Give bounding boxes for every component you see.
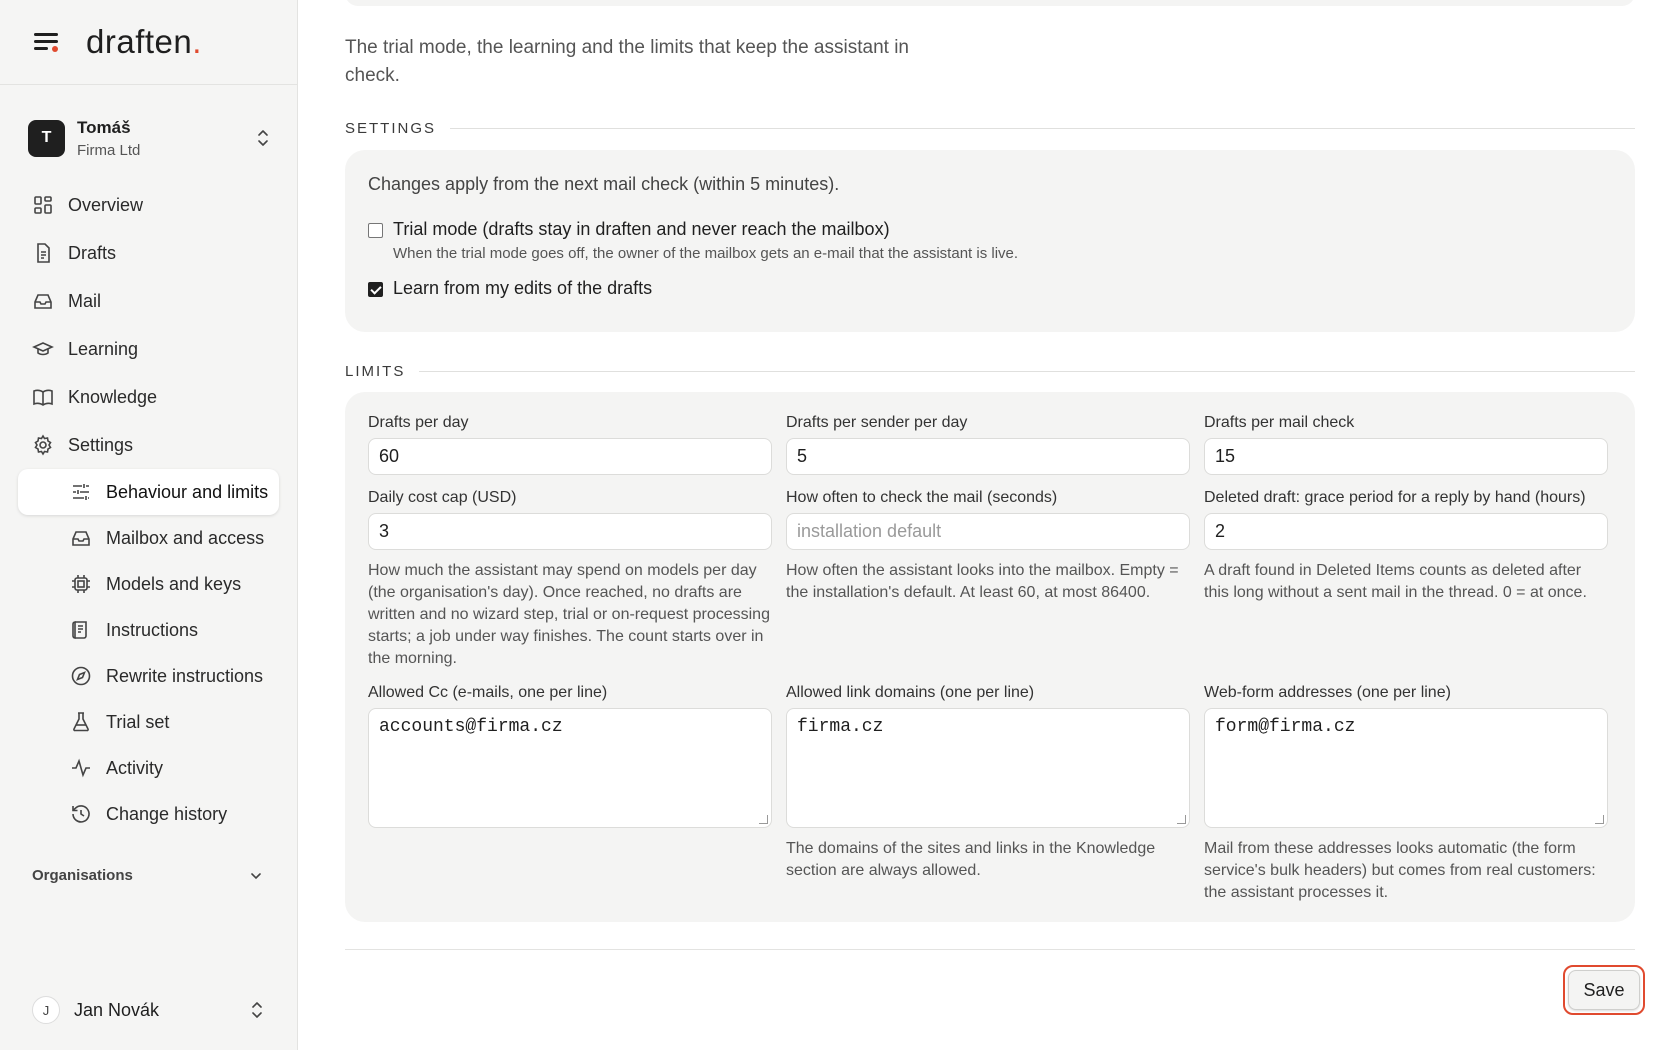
main-content: [345, 0, 1635, 1050]
subnav-label: Instructions: [106, 619, 199, 640]
drafts-per-day-input[interactable]: 60: [368, 438, 772, 475]
chip-icon: [70, 573, 92, 595]
scroll-icon: [70, 619, 92, 641]
user-avatar: J: [32, 996, 60, 1024]
settings-note: Changes apply from the next mail check (within 5 minutes).: [368, 174, 840, 194]
learn-checkbox[interactable]: [368, 282, 383, 297]
field-help: A draft found in Deleted Items counts as deleted after this long without a sent mail in the thread. 0 = at once.: [1204, 562, 1587, 601]
field-label: Drafts per day: [368, 414, 469, 431]
field-allowed-domains: [786, 684, 1190, 904]
subnav-label: Mailbox and access: [106, 527, 265, 548]
sidebar: [0, 0, 298, 1050]
subnav-mailbox-and-access[interactable]: [18, 515, 279, 561]
save-focus-ring: [1563, 965, 1645, 1015]
trial-mode-help: When the trial mode goes off, the owner of the mailbox gets an e-mail that the assistant is live.: [393, 245, 1019, 262]
subnav-label: Activity: [106, 757, 164, 778]
subnav-rewrite-instructions[interactable]: [18, 653, 279, 699]
account-switcher[interactable]: [0, 107, 297, 169]
save-button[interactable]: Save: [1568, 970, 1640, 1010]
field-webform-addresses: [1204, 684, 1608, 904]
field-label: Allowed Cc (e-mails, one per line): [368, 684, 608, 701]
field-daily-cost-cap: [368, 489, 772, 670]
subnav-change-history[interactable]: [18, 791, 279, 837]
brand-bar: [0, 0, 297, 85]
inbox-icon: [70, 527, 92, 549]
nav-item-mail[interactable]: [0, 277, 297, 325]
trial-mode-row: [368, 219, 1612, 262]
field-drafts-per-check: [1204, 414, 1608, 475]
subnav-label: Models and keys: [106, 573, 242, 594]
subnav-activity[interactable]: [18, 745, 279, 791]
field-label: Deleted draft: grace period for a reply by hand (hours): [1204, 489, 1586, 506]
main-nav: [0, 181, 297, 837]
nav-label: Settings: [68, 434, 134, 455]
field-check-interval: [786, 489, 1190, 670]
nav-item-knowledge[interactable]: [0, 373, 297, 421]
field-drafts-per-sender: [786, 414, 1190, 475]
logo: draften.: [86, 23, 202, 60]
chevron-up-down-icon: [255, 128, 271, 148]
graduation-cap-icon: [32, 338, 54, 360]
field-help: Mail from these addresses looks automatic (the form service's bulk headers) but comes from real customers: the assistant processes it.: [1204, 840, 1596, 901]
nav-item-settings[interactable]: [0, 421, 297, 469]
document-icon: [32, 242, 54, 264]
subnav-trial-set[interactable]: [18, 699, 279, 745]
allowed-cc-textarea[interactable]: accounts@firma.cz: [368, 708, 772, 828]
learn-label: Learn from my edits of the drafts: [393, 278, 653, 298]
field-label: Web-form addresses (one per line): [1204, 684, 1451, 701]
chevron-up-down-icon: [249, 1000, 265, 1020]
settings-heading: SETTINGS: [345, 120, 1635, 137]
field-label: How often to check the mail (seconds): [786, 489, 1058, 506]
menu-icon[interactable]: [32, 30, 60, 54]
account-org: Firma Ltd: [77, 141, 141, 159]
organisations-toggle[interactable]: [0, 867, 297, 884]
book-icon: [32, 386, 54, 408]
user-menu[interactable]: [32, 996, 265, 1024]
subnav-label: Rewrite instructions: [106, 665, 264, 686]
subnav-label: Change history: [106, 803, 228, 824]
drafts-per-sender-input[interactable]: 5: [786, 438, 1190, 475]
field-grace-period: [1204, 489, 1608, 670]
field-drafts-per-day: [368, 414, 772, 475]
limits-heading: LIMITS: [345, 363, 1635, 380]
field-label: Drafts per sender per day: [786, 414, 968, 431]
daily-cost-cap-input[interactable]: 3: [368, 513, 772, 550]
nav-label: Mail: [68, 290, 102, 311]
webform-textarea[interactable]: form@firma.cz: [1204, 708, 1608, 828]
previous-card-edge: [345, 0, 1635, 6]
subnav-instructions[interactable]: [18, 607, 279, 653]
nav-label: Knowledge: [68, 386, 158, 407]
account-name: Tomáš: [77, 117, 131, 137]
sliders-icon: [70, 481, 92, 503]
nav-label: Learning: [68, 338, 139, 359]
field-label: Daily cost cap (USD): [368, 489, 517, 506]
grid-icon: [32, 194, 54, 216]
field-allowed-cc: [368, 684, 772, 904]
nav-label: Overview: [68, 194, 144, 215]
footer-divider: [345, 949, 1635, 950]
limits-panel: [345, 392, 1635, 922]
user-name: Jan Novák: [74, 999, 160, 1020]
settings-panel: [345, 150, 1635, 332]
account-avatar: T: [28, 120, 65, 157]
field-label: Drafts per mail check: [1204, 414, 1355, 431]
trial-mode-checkbox[interactable]: [368, 223, 383, 238]
gear-icon: [32, 434, 54, 456]
chevron-down-icon: [249, 869, 263, 883]
field-help: How often the assistant looks into the mailbox. Empty = the installation's default. At least 60, at most 86400.: [786, 562, 1179, 601]
allowed-domains-textarea[interactable]: firma.cz: [786, 708, 1190, 828]
inbox-icon: [32, 290, 54, 312]
nav-item-learning[interactable]: [0, 325, 297, 373]
settings-subnav: [0, 469, 297, 837]
flask-icon: [70, 711, 92, 733]
nav-item-overview[interactable]: [0, 181, 297, 229]
organisations-label: Organisations: [32, 867, 133, 884]
grace-period-input[interactable]: 2: [1204, 513, 1608, 550]
trial-mode-label: Trial mode (drafts stay in draften and never reach the mailbox): [393, 219, 890, 239]
field-help: How much the assistant may spend on models per day (the organisation's day). Once reached, no drafts are written and no wizard step, trial or on-request processing starts; a job under way finishes. The count starts over in the morning.: [368, 562, 770, 667]
page-intro: The trial mode, the learning and the limits that keep the assistant in check.: [345, 37, 909, 86]
subnav-behaviour-and-limits[interactable]: [18, 469, 279, 515]
field-help: The domains of the sites and links in the Knowledge section are always allowed.: [786, 840, 1156, 879]
compass-icon: [70, 665, 92, 687]
field-label: Allowed link domains (one per line): [786, 684, 1035, 701]
subnav-label: Trial set: [106, 711, 170, 732]
activity-icon: [70, 757, 92, 779]
nav-label: Drafts: [68, 242, 117, 263]
nav-item-drafts[interactable]: [0, 229, 297, 277]
drafts-per-check-input[interactable]: 15: [1204, 438, 1608, 475]
history-icon: [70, 803, 92, 825]
check-interval-input[interactable]: installation default: [786, 513, 1190, 550]
learn-row: [368, 278, 1612, 299]
subnav-models-and-keys[interactable]: [18, 561, 279, 607]
subnav-label: Behaviour and limits: [106, 481, 269, 502]
